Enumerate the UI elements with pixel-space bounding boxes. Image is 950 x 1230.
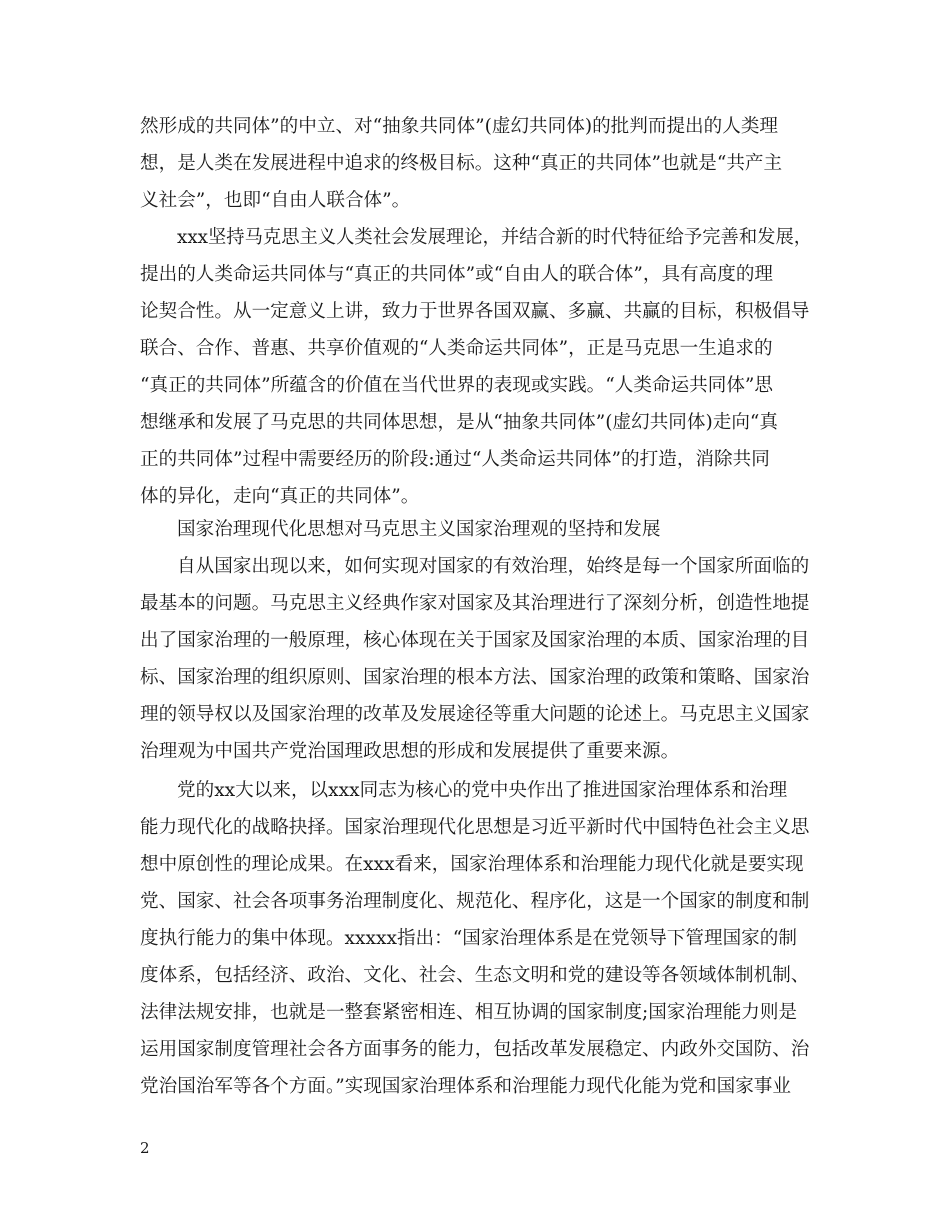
body-text-line: 度执行能力的集中体现。xxxxx指出：“国家治理体系是在党领导下管理国家的制	[140, 928, 797, 949]
section-heading: 国家治理现代化思想对马克思主义国家治理观的坚持和发展	[177, 519, 661, 540]
body-text-line: 然形成的共同体”的中立、对“抽象共同体”(虚幻共同体)的批判而提出的人类理	[140, 116, 779, 137]
body-text-line: 体的异化，走向“真正的共同体”。	[140, 486, 420, 507]
body-text-line: xxx坚持马克思主义人类社会发展理论，并结合新的时代特征给予完善和发展，	[177, 227, 813, 248]
body-text-line: 义社会”，也即“自由人联合体”。	[140, 190, 411, 211]
body-text-line: 想，是人类在发展进程中追求的终极目标。这种“真正的共同体”也就是“共产主	[140, 153, 783, 174]
body-text-line: 最基本的问题。马克思主义经典作家对国家及其治理进行了深刻分析，创造性地提	[140, 593, 810, 614]
body-text-line: 党、国家、社会各项事务治理制度化、规范化、程序化，这是一个国家的制度和制	[140, 891, 810, 912]
body-text-line: 正的共同体”过程中需要经历的阶段:通过“人类命运共同体”的打造，消除共同	[140, 449, 770, 470]
body-text-line: 自从国家出现以来，如何实现对国家的有效治理，始终是每一个国家所面临的	[177, 556, 810, 577]
body-text-line: “真正的共同体”所蕴含的价值在当代世界的表现或实践。“人类命运共同体”思	[140, 375, 774, 396]
body-text-line: 党治国治军等各个方面。”实现国家治理体系和治理能力现代化能为党和国家事业	[140, 1076, 791, 1097]
page-number: 2	[140, 1139, 150, 1157]
body-text-line: 党的xx大以来，以xxx同志为核心的党中央作出了推进国家治理体系和治理	[177, 780, 788, 801]
body-text-line: 想继承和发展了马克思的共同体思想，是从“抽象共同体”(虚幻共同体)走向“真	[140, 412, 779, 433]
body-text-line: 提出的人类命运共同体与“真正的共同体”或“自由人的联合体”，具有高度的理	[140, 264, 774, 285]
body-text-line: 运用国家制度管理社会各方面事务的能力，包括改革发展稳定、内政外交国防、治	[140, 1039, 810, 1060]
body-text-line: 标、国家治理的组织原则、国家治理的根本方法、国家治理的政策和策略、国家治	[140, 667, 810, 688]
body-text-line: 出了国家治理的一般原理，核心体现在关于国家及国家治理的本质、国家治理的目	[140, 630, 810, 651]
body-text-line: 理的领导权以及国家治理的改革及发展途径等重大问题的论述上。马克思主义国家	[140, 704, 810, 725]
body-text-line: 治理观为中国共产党治国理政思想的形成和发展提供了重要来源。	[140, 741, 680, 762]
body-text-line: 论契合性。从一定意义上讲，致力于世界各国双赢、多赢、共赢的目标，积极倡导	[140, 301, 810, 322]
body-text-line: 法律法规安排，也就是一整套紧密相连、相互协调的国家制度;国家治理能力则是	[140, 1002, 798, 1023]
body-text-line: 能力现代化的战略抉择。国家治理现代化思想是习近平新时代中国特色社会主义思	[140, 817, 810, 838]
body-text-line: 联合、合作、普惠、共享价值观的“人类命运共同体”，正是马克思一生追求的	[140, 338, 773, 359]
body-text-line: 想中原创性的理论成果。在xxx看来，国家治理体系和治理能力现代化就是要实现	[140, 854, 804, 875]
body-text-line: 度体系，包括经济、政治、文化、社会、生态文明和党的建设等各领域体制机制、	[140, 965, 810, 986]
